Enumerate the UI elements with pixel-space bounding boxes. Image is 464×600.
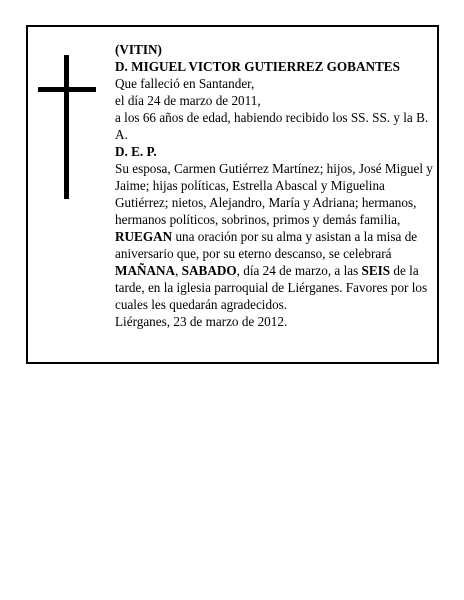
rip-abbreviation: D. E. P. <box>115 144 157 159</box>
notice-text <box>115 41 433 330</box>
family-list: Su esposa, Carmen Gutiérrez Martínez; hijos, José Miguel y Jaime; hijas políticas, Estrella Abascal y Miguelina Gutiérrez; nietos, Alejandro, María y Adriana; hermanos, hermanos políticos, sobrinos, primos y demás familia, <box>115 161 433 227</box>
obituary-notice <box>26 25 439 364</box>
ruegan-word: RUEGAN <box>115 229 173 244</box>
sabado-word: SABADO <box>181 263 237 278</box>
age-sacraments: a los 66 años de edad, habiendo recibido los SS. SS. y la B. A. <box>115 110 429 142</box>
death-date: el día 24 de marzo de 2011, <box>115 93 261 108</box>
request-text-2: , día 24 de marzo, a las <box>236 263 362 278</box>
place-date: Liérganes, 23 de marzo de 2012. <box>115 314 288 329</box>
deceased-name: D. MIGUEL VICTOR GUTIERREZ GOBANTES <box>115 59 400 74</box>
cross-horizontal-bar <box>38 87 96 92</box>
seis-word: SEIS <box>361 263 391 278</box>
death-place: Que falleció en Santander, <box>115 76 255 91</box>
cross-vertical-bar <box>64 55 69 199</box>
latin-cross-icon <box>38 55 96 199</box>
request-comma: , <box>175 263 182 278</box>
request-text-3: de la tarde, en la iglesia parroquial de Liérganes. Favores por los cuales les quedarán agradecidos. <box>115 263 428 312</box>
nickname: (VITIN) <box>115 42 162 57</box>
request-text-1: una oración por su alma y asistan a la misa de aniversario que, por su eterno descanso, se celebrará <box>115 229 418 261</box>
mass-request <box>115 228 433 313</box>
manana-word: MAÑANA <box>115 263 176 278</box>
